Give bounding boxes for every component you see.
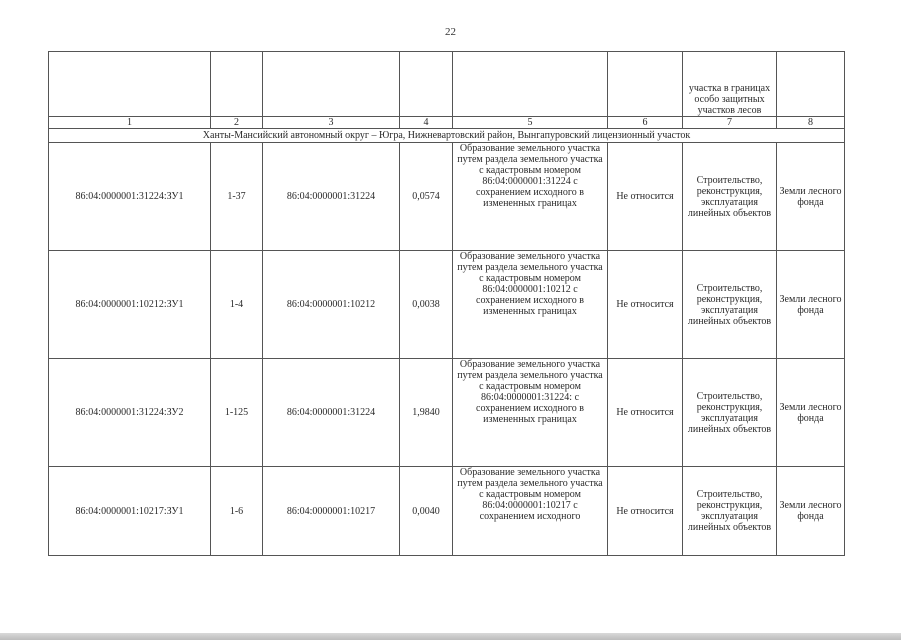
column-number: 7 <box>683 117 777 129</box>
cadastral-number-source: 86:04:0000001:10212 <box>263 251 400 359</box>
column-number: 3 <box>263 117 400 129</box>
column-number: 6 <box>608 117 683 129</box>
protected-area-relation: Не относится <box>608 143 683 251</box>
permitted-use: Строительство, реконструкция, эксплуатация линейных объектов <box>683 359 777 467</box>
column-number: 5 <box>453 117 608 129</box>
header-cell-5 <box>453 52 608 117</box>
land-category: Земли лесного фонда <box>777 467 845 556</box>
cadastral-number-source: 86:04:0000001:31224 <box>263 359 400 467</box>
cadastral-number-new: 86:04:0000001:10212:ЗУ1 <box>49 251 211 359</box>
column-number-row <box>49 117 845 129</box>
permitted-use: Строительство, реконструкция, эксплуатация линейных объектов <box>683 467 777 556</box>
formation-method: Образование земельного участка путем раздела земельного участка с кадастровым номером 86:04:0000001:31224: с сохранением исходного в измененных границах <box>453 359 608 467</box>
plot-number: 1-4 <box>211 251 263 359</box>
land-plots-table <box>48 51 845 556</box>
page-number: 22 <box>445 26 456 38</box>
table-row <box>49 251 845 359</box>
scan-edge-strip <box>0 633 901 640</box>
permitted-use: Строительство, реконструкция, эксплуатация линейных объектов <box>683 251 777 359</box>
land-category: Земли лесного фонда <box>777 359 845 467</box>
cadastral-number-new: 86:04:0000001:31224:ЗУ2 <box>49 359 211 467</box>
protected-area-relation: Не относится <box>608 467 683 556</box>
formation-method: Образование земельного участка путем раздела земельного участка с кадастровым номером 86:04:0000001:10217 с сохранением исходного <box>453 467 608 556</box>
table-row <box>49 359 845 467</box>
header-cell-1 <box>49 52 211 117</box>
table-row <box>49 467 845 556</box>
plot-number: 1-125 <box>211 359 263 467</box>
cadastral-number-source: 86:04:0000001:31224 <box>263 143 400 251</box>
column-number: 2 <box>211 117 263 129</box>
land-category: Земли лесного фонда <box>777 143 845 251</box>
plot-area: 0,0040 <box>400 467 453 556</box>
cadastral-number-new: 86:04:0000001:31224:ЗУ1 <box>49 143 211 251</box>
column-number: 1 <box>49 117 211 129</box>
formation-method: Образование земельного участка путем раздела земельного участка с кадастровым номером 86:04:0000001:10212 с сохранением исходного в измененных границах <box>453 251 608 359</box>
header-continuation-row <box>49 52 845 117</box>
protected-area-relation: Не относится <box>608 359 683 467</box>
protected-area-relation: Не относится <box>608 251 683 359</box>
header-cell-3 <box>263 52 400 117</box>
header-cell-6 <box>608 52 683 117</box>
plot-area: 0,0038 <box>400 251 453 359</box>
land-category: Земли лесного фонда <box>777 251 845 359</box>
table-row <box>49 143 845 251</box>
column-number: 8 <box>777 117 845 129</box>
plot-area: 1,9840 <box>400 359 453 467</box>
plot-number: 1-37 <box>211 143 263 251</box>
permitted-use: Строительство, реконструкция, эксплуатация линейных объектов <box>683 143 777 251</box>
header-cell-4 <box>400 52 453 117</box>
cadastral-number-new: 86:04:0000001:10217:ЗУ1 <box>49 467 211 556</box>
header-cell-8 <box>777 52 845 117</box>
plot-number: 1-6 <box>211 467 263 556</box>
region-title: Ханты-Мансийский автономный округ – Югра, Нижневартовский район, Вынгапуровский лицензионный участок <box>49 129 845 143</box>
column-number: 4 <box>400 117 453 129</box>
header-cell-7: участка в границах особо защитных участков лесов <box>683 52 777 117</box>
header-cell-2 <box>211 52 263 117</box>
cadastral-number-source: 86:04:0000001:10217 <box>263 467 400 556</box>
region-row <box>49 129 845 143</box>
plot-area: 0,0574 <box>400 143 453 251</box>
formation-method: Образование земельного участка путем раздела земельного участка с кадастровым номером 86:04:0000001:31224 с сохранением исходного в измененных границах <box>453 143 608 251</box>
